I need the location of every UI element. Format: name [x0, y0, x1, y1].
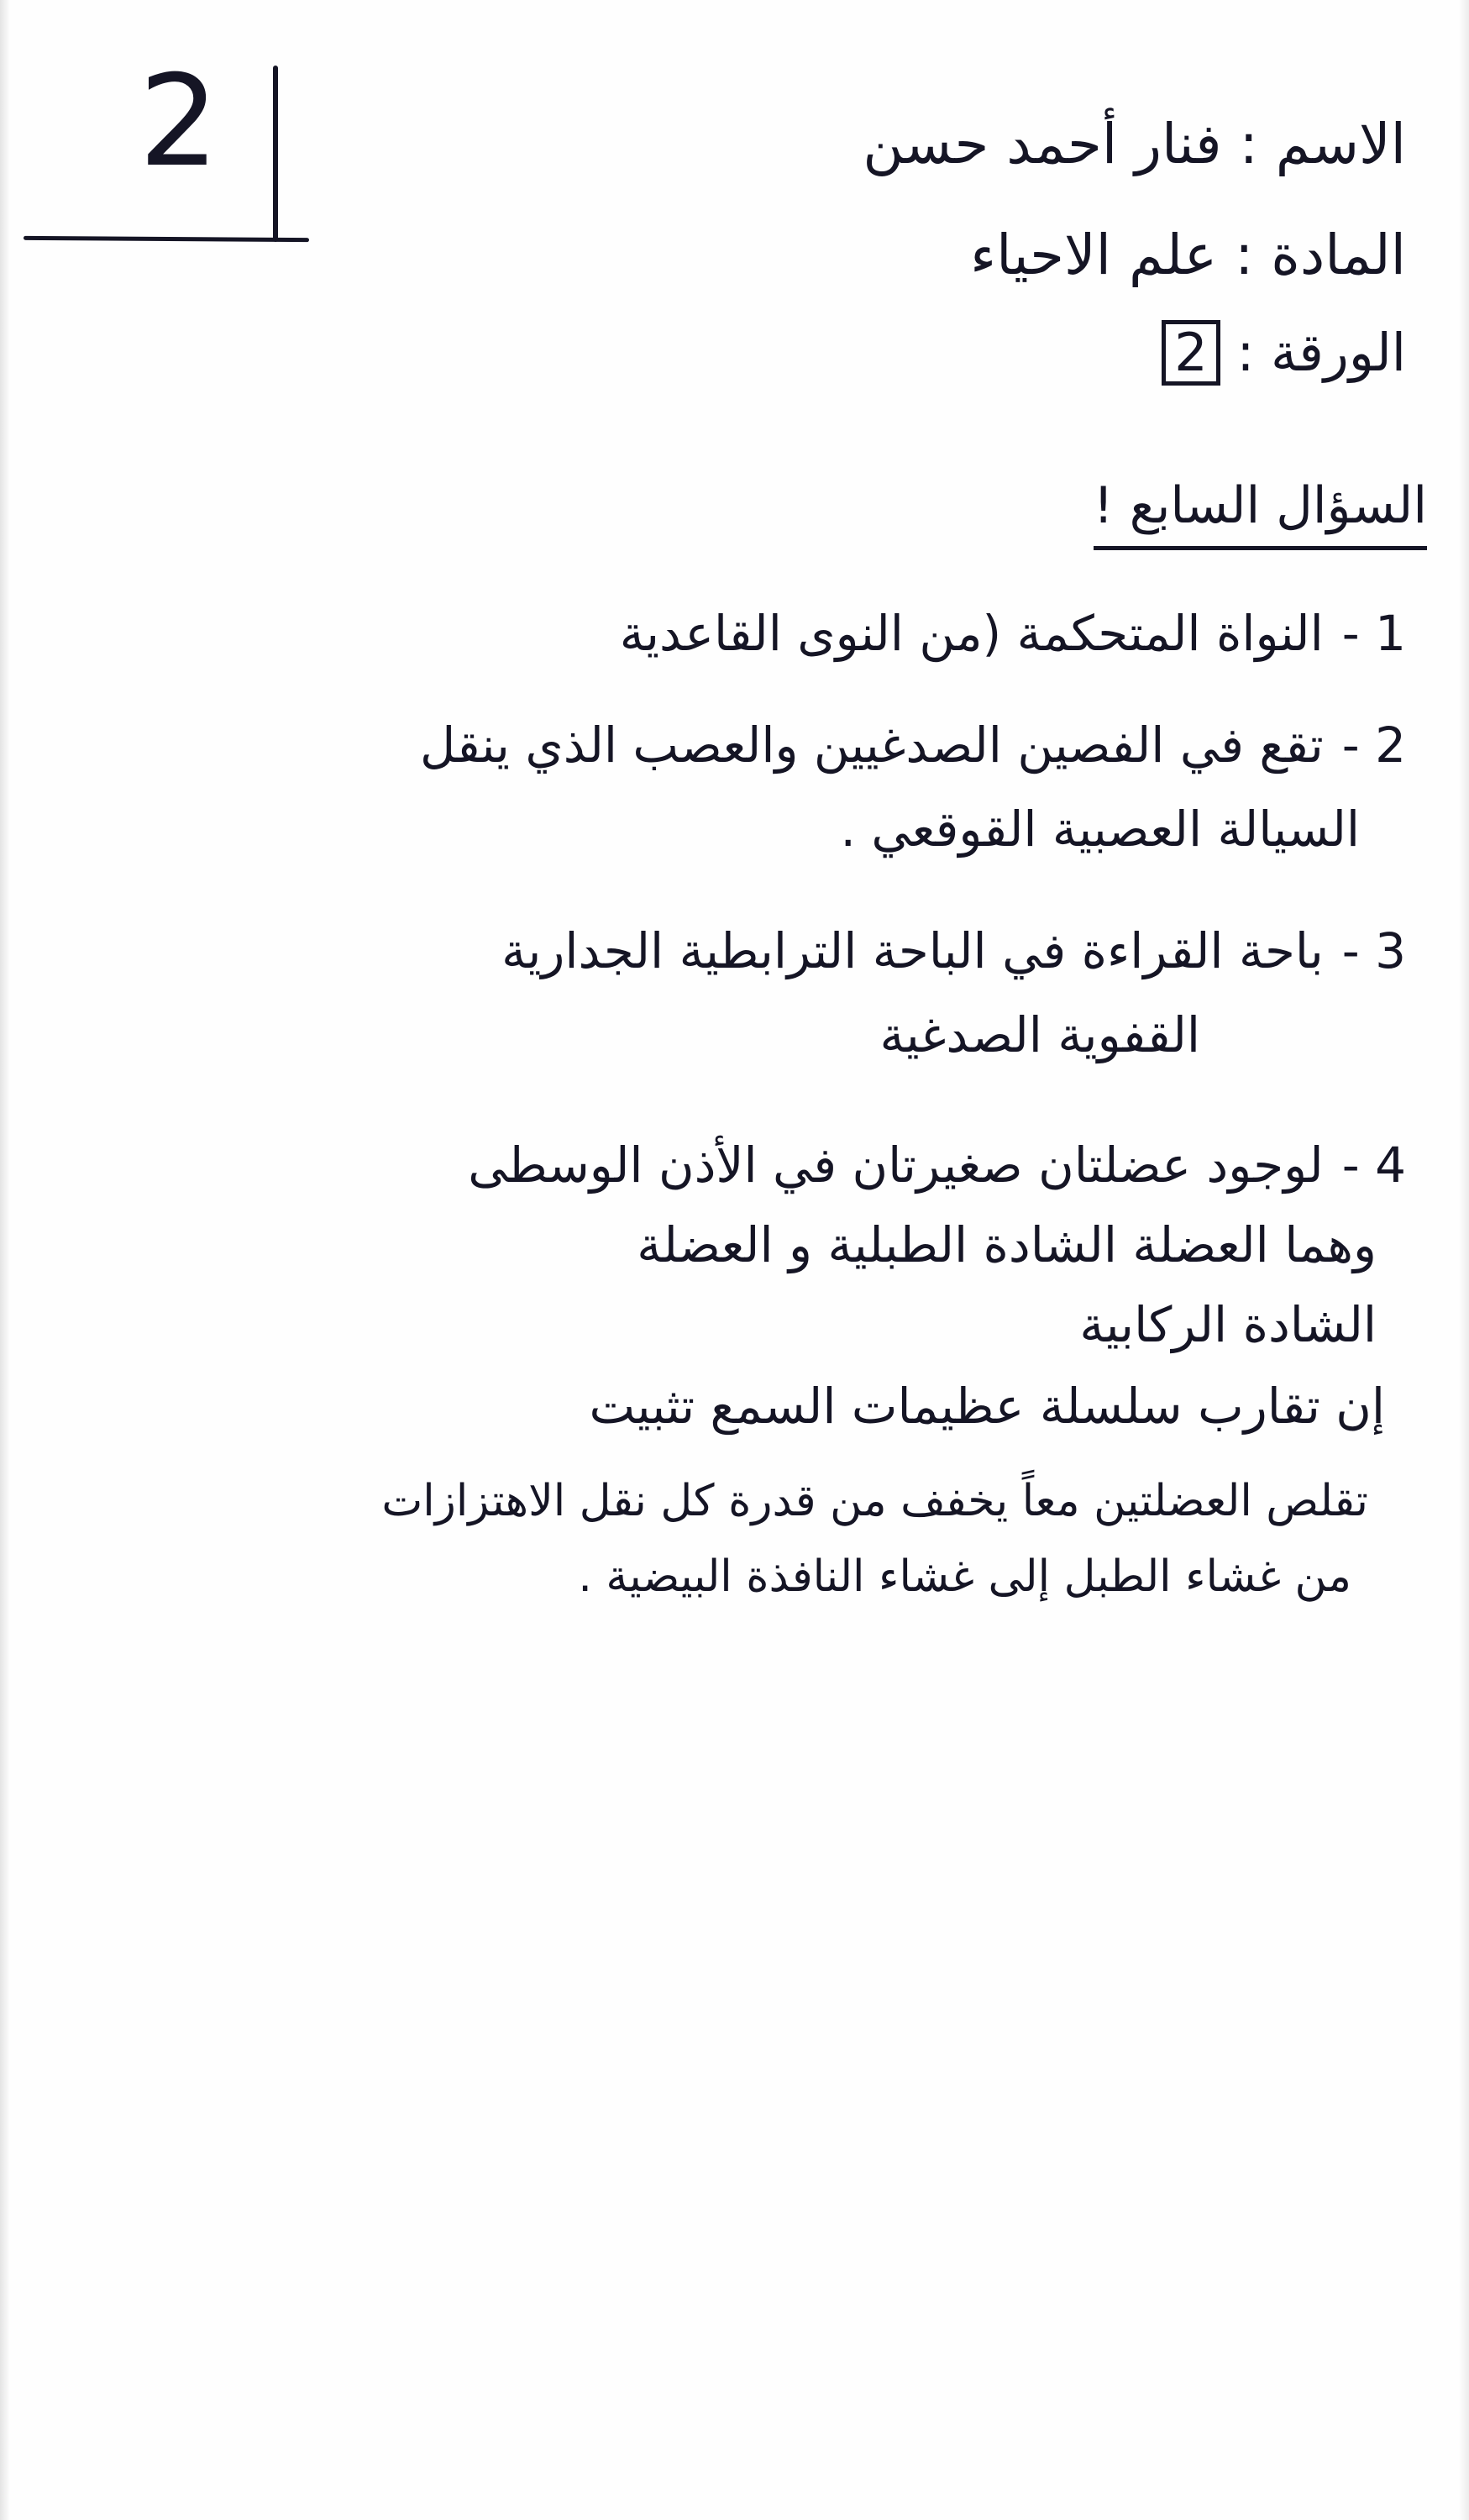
subject-value: علم الاحياء — [970, 223, 1218, 287]
answer-3-text-1: باحة القراءة في الباحة الترابطية الجدارية — [501, 922, 1324, 979]
name-label: الاسم : — [1239, 112, 1406, 176]
page-number-horizontal-rule — [24, 236, 309, 242]
answer-3-number: 3 - — [1341, 922, 1406, 979]
answer-1-number: 1 - — [1341, 605, 1406, 662]
answer-4-line-4: إن تقارب سلسلة عظيمات السمع تثبيت — [589, 1378, 1385, 1435]
subject-label: المادة : — [1235, 223, 1406, 287]
name-value: فنار أحمد حسن — [863, 112, 1222, 176]
page-number-vertical-rule — [273, 66, 278, 242]
scan-left-edge — [0, 0, 10, 2520]
answer-4-line-3: الشادة الركابية — [1079, 1296, 1377, 1353]
sheet-label: الورقة : — [1236, 322, 1406, 383]
answer-4-line-5: تقلص العضلتين معاً يخفف من قدرة كل نقل الاهتزازات — [381, 1476, 1368, 1526]
answer-2-text-1: تقع في الفصين الصدغيين والعصب الذي ينقل — [420, 717, 1324, 774]
answer-2-line-1 — [420, 710, 1406, 780]
sheet-number-box: 2 — [1162, 320, 1220, 386]
sheet-line — [1153, 318, 1406, 388]
answer-1-text-1: النواة المتحكمة (من النوى القاعدية — [619, 605, 1324, 662]
answer-3-line-2: القفوية الصدغية — [879, 1006, 1200, 1063]
page-number: 2 — [139, 49, 219, 195]
answer-2-line-2: السيالة العصبية القوقعي . — [840, 801, 1360, 858]
scan-right-edge — [1459, 0, 1469, 2520]
subject-line — [970, 220, 1406, 291]
answer-2-number: 2 - — [1341, 717, 1406, 774]
answer-4-text-1: لوجود عضلتان صغيرتان في الأذن الوسطى — [468, 1137, 1324, 1194]
answer-4-line-2: وهما العضلة الشادة الطبلية و العضلة — [637, 1216, 1377, 1273]
answer-1-line-1 — [620, 598, 1406, 669]
answer-4-number: 4 - — [1341, 1137, 1406, 1194]
answer-3-line-1 — [501, 916, 1406, 986]
answer-4-line-1 — [468, 1130, 1406, 1200]
question-heading: السؤال السابع ! — [1094, 470, 1427, 550]
answer-4-line-6: من غشاء الطبل إلى غشاء النافذة البيضية . — [578, 1551, 1351, 1602]
name-line — [863, 109, 1406, 180]
